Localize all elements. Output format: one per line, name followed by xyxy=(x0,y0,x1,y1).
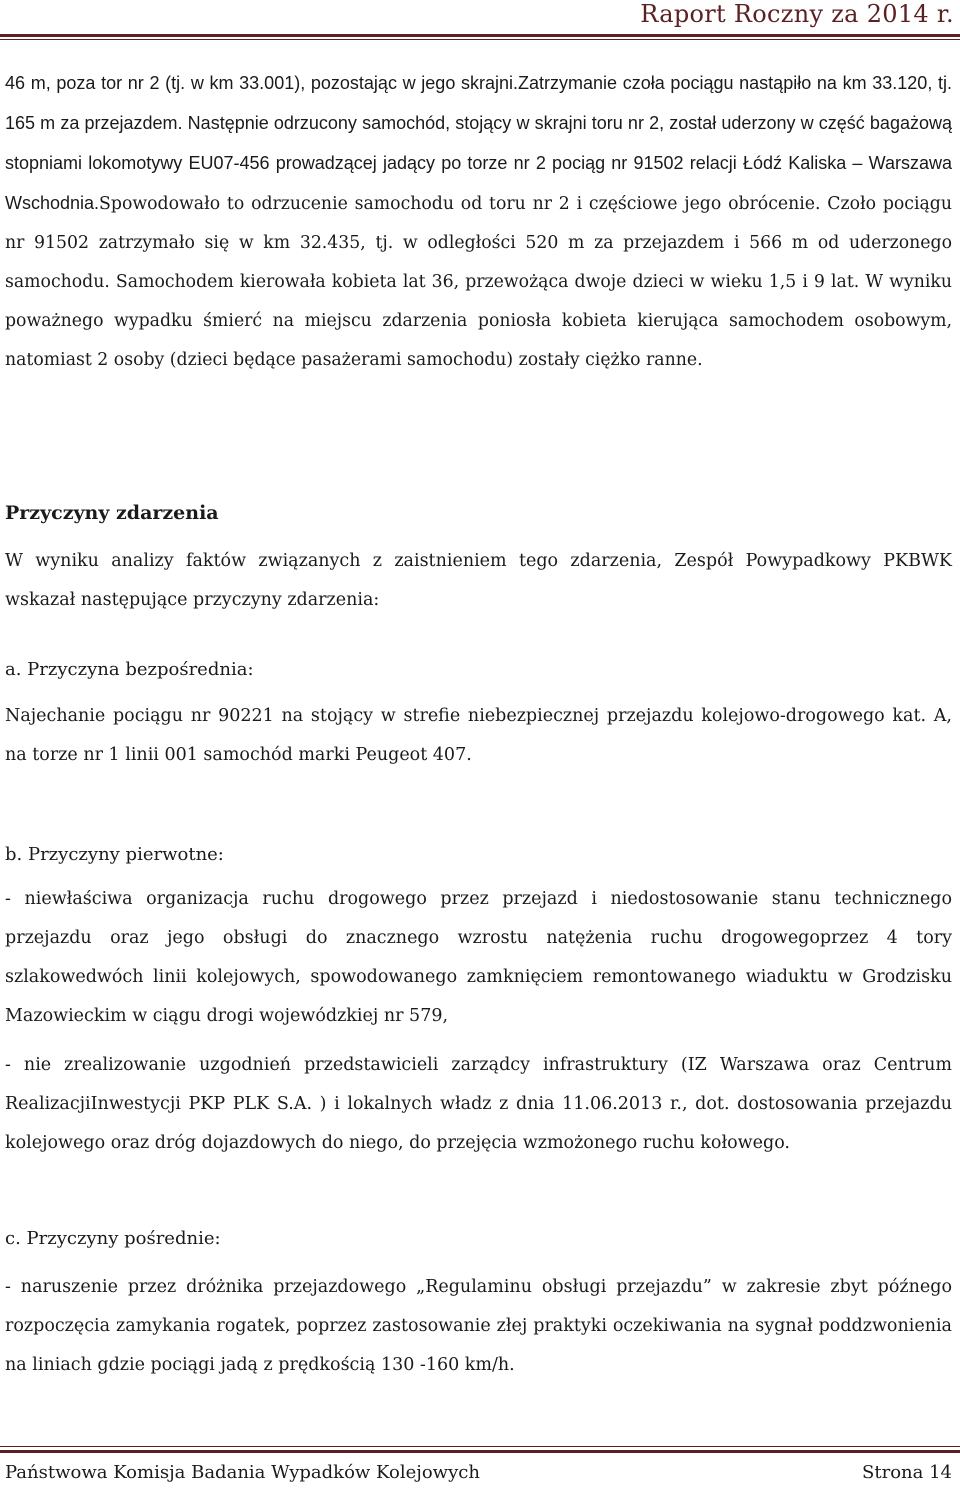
footer-rule-thin xyxy=(0,1446,960,1447)
footer-rule-thick xyxy=(0,1450,960,1453)
header-rule-thick xyxy=(0,34,960,37)
list-item-primary-cause-2: - nie zrealizowanie uzgodnień przedstawicieli zarządcy infrastruktury (IZ Warszawa oraz Centrum RealizacjiInwestycji PKP PLK S.A. ) i lokalnych władz z dnia 11.06.2013 r., dot. dostosowania przejazdu kolejowego oraz dróg dojazdowych do niego, do przejęcia wzmożonego ruchu kołowego. xyxy=(5,1055,952,1153)
page-number: Strona 14 xyxy=(862,1462,952,1483)
label-direct-cause: a. Przyczyna bezpośrednia: xyxy=(5,659,254,680)
paragraph-causes-intro: W wyniku analizy faktów związanych z zaistnieniem tego zdarzenia, Zespół Powypadkowy PKBWK wskazał następujące przyczyny zdarzenia: xyxy=(5,551,952,610)
paragraph-direct-cause: Najechanie pociągu nr 90221 na stojący w strefie niebezpiecznej przejazdu kolejowo-drogowego kat. A, na torze nr 1 linii 001 samochód marki Peugeot 407. xyxy=(5,706,952,765)
header-rule-thin xyxy=(0,39,960,40)
incident-text-part2: Spowodowało to odrzucenie samochodu od toru nr 2 i częściowe jego obrócenie. Czoło pociągu nr 91502 zatrzymało się w km 32.435, tj. w odległości 520 m za przejazdem i 566 m od uderzonego samochodu. Samochodem kierowała kobieta lat 36, przewożąca dwoje dzieci w wieku 1,5 i 9 lat. W wyniku poważnego wypadku śmierć na miejscu zdarzenia poniosła kobieta kierująca samochodem osobowym, natomiast 2 osoby (dzieci będące pasażerami samochodu) zostały ciężko ranne. xyxy=(5,194,952,370)
footer-organization: Państwowa Komisja Badania Wypadków Kolejowych xyxy=(5,1462,480,1483)
section-heading-causes: Przyczyny zdarzenia xyxy=(5,502,219,524)
label-primary-causes: b. Przyczyny pierwotne: xyxy=(5,844,224,865)
label-indirect-causes: c. Przyczyny pośrednie: xyxy=(5,1228,221,1249)
incident-text-part1: 46 m, poza tor nr 2 (tj. w km 33.001), pozostając w jego skrajni.Zatrzymanie czoła pociągu nastąpiło na km 33.120, tj. 165 m za przejazdem. Następnie odrzucony samochód, stojący w skrajni toru nr 2, został uderzony w część bagażową stopniami lokomotywy EU07-456 prowadzącej jadący po torze nr 2 pociąg nr 91502 relacji Łódź Kaliska – Warszawa Wschodnia. xyxy=(5,73,952,213)
list-item-primary-cause-1: - niewłaściwa organizacja ruchu drogowego przez przejazd i niedostosowanie stanu technicznego przejazdu oraz jego obsługi do znacznego wzrostu natężenia ruchu drogowegoprzez 4 tory szlakowedwóch linii kolejowych, spowodowanego zamknięciem remontowanego wiaduktu w Grodzisku Mazowieckim w ciągu drogi wojewódzkiej nr 579, xyxy=(5,889,952,1026)
paragraph-incident-description xyxy=(5,64,952,380)
report-title: Raport Roczny za 2014 r. xyxy=(640,0,954,28)
list-item-indirect-cause-1: - naruszenie przez dróżnika przejazdowego „Regulaminu obsługi przejazdu” w zakresie zbyt późnego rozpoczęcia zamykania rogatek, poprzez zastosowanie złej praktyki oczekiwania na sygnał poddzwonienia na liniach gdzie pociągi jadą z prędkością 130 -160 km/h. xyxy=(5,1277,952,1375)
